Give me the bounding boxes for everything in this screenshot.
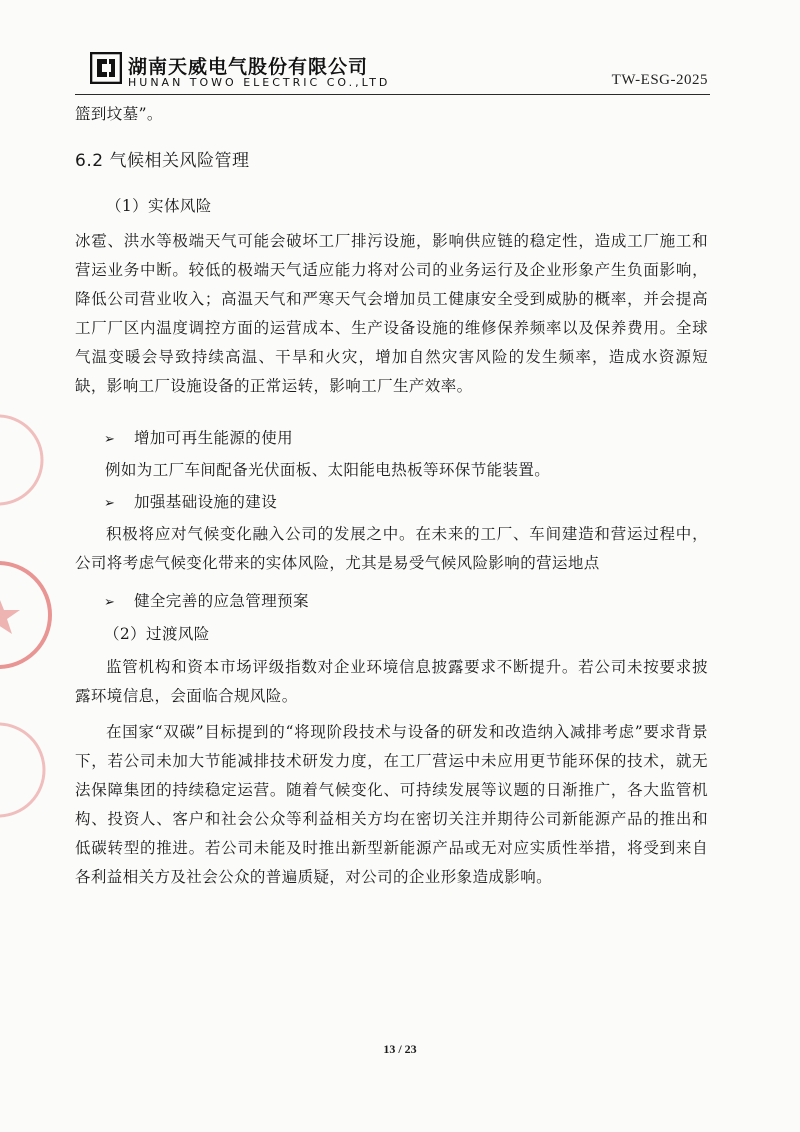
document-code: TW-ESG-2025: [611, 72, 708, 88]
company-logo-icon: [90, 52, 122, 84]
section-title: 6.2 气候相关风险管理: [75, 151, 250, 171]
header-divider: [75, 94, 710, 95]
bullet-detail: 积极将应对气候变化融入公司的发展之中。在未来的工厂、车间建造和营运过程中，公司将考虑气候变化带来的实体风险，尤其是易受气候风险影响的营运地点: [75, 525, 708, 572]
company-name-en: HUNAN TOWO ELECTRIC CO.,LTD: [128, 76, 391, 89]
page-number: 13 / 23: [383, 1042, 417, 1056]
bullet-item-emergency: [104, 587, 309, 617]
arrowhead-bullet-icon: ➢: [104, 496, 116, 511]
bullet-item-renewable: [104, 424, 293, 454]
physical-risk-heading: （1）实体风险: [106, 197, 212, 215]
bullet-label: 健全完善的应急管理预案: [134, 592, 309, 610]
transition-risk-heading: （2）过渡风险: [104, 625, 210, 643]
red-company-seal: [0, 400, 54, 830]
continued-text: 篮到坟墓”。: [75, 105, 163, 123]
bullet-item-infrastructure: [104, 488, 277, 518]
arrowhead-bullet-icon: ➢: [104, 432, 116, 447]
bullet-detail: 例如为工厂车间配备光伏面板、太阳能电热板等环保节能装置。: [105, 461, 551, 479]
transition-risk-paragraph-1: 监管机构和资本市场评级指数对企业环境信息披露要求不断提升。若公司未按要求披露环境信息，会面临合规风险。: [75, 658, 708, 705]
arrowhead-bullet-icon: ➢: [104, 595, 116, 610]
transition-risk-paragraph-2: 在国家“双碳”目标提到的“将现阶段技术与设备的研发和改造纳入减排考虑”要求背景下，若公司未加大节能减排技术研发力度，在工厂营运中未应用更节能环保的技术，就无法保障集团的持续稳定运营。随着气候变化、可持续发展等议题的日渐推广，各大监管机构、投资人、客户和社会公众等利益相关方均在密切关注并期待公司新能源产品的推出和低碳转型的推进。若公司未能及时推出新型新能源产品或无对应实质性举措，将受到来自各利益相关方及社会公众的普遍质疑，对公司的企业形象造成影响。: [75, 723, 708, 886]
bullet-label: 加强基础设施的建设: [134, 493, 278, 511]
company-name-cn: 湖南天威电气股份有限公司: [128, 56, 369, 78]
bullet-label: 增加可再生能源的使用: [134, 429, 294, 447]
physical-risk-paragraph: 冰雹、洪水等极端天气可能会破坏工厂排污设施，影响供应链的稳定性，造成工厂施工和营运业务中断。较低的极端天气适应能力将对公司的业务运行及企业形象产生负面影响，降低公司营业收入；高温天气和严寒天气会增加员工健康安全受到威胁的概率，并会提高工厂厂区内温度调控方面的运营成本、生产设备设施的维修保养频率以及保养费用。全球气温变暖会导致持续高温、干旱和火灾，增加自然灾害风险的发生频率，造成水资源短缺，影响工厂设施设备的正常运转，影响工厂生产效率。: [75, 232, 708, 395]
